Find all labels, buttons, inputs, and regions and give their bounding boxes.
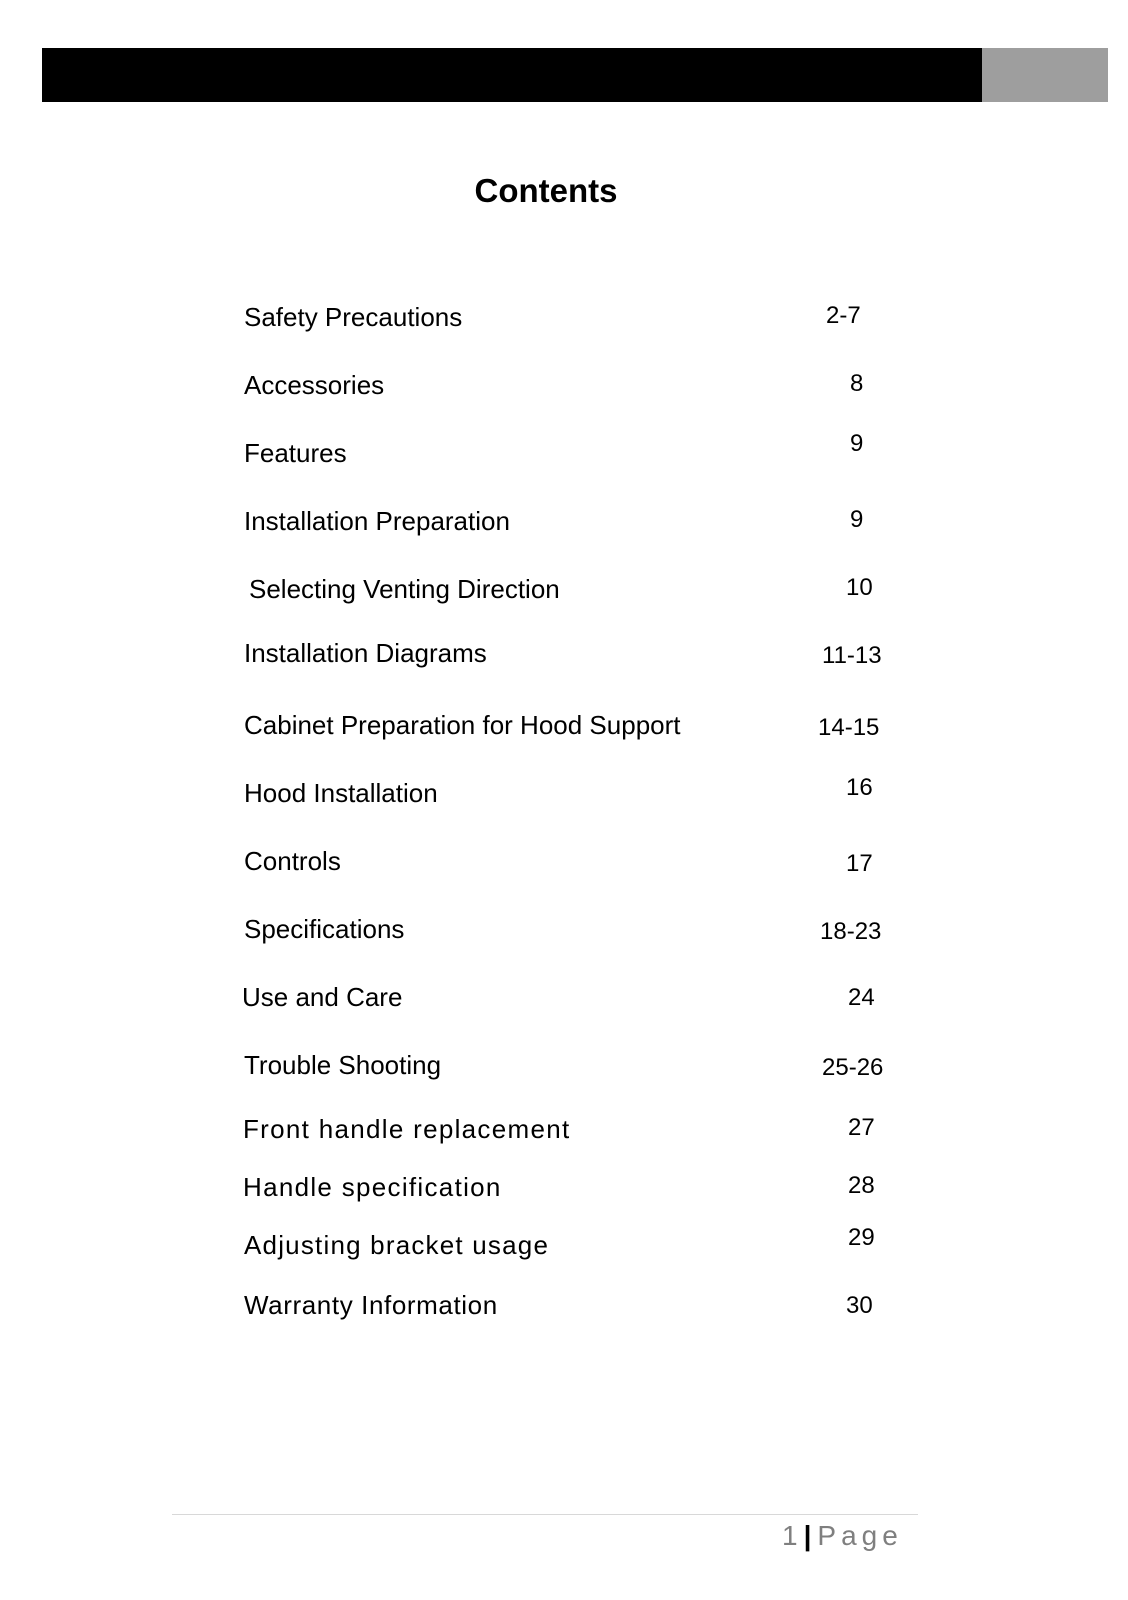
toc-item-label: Installation Diagrams — [244, 638, 487, 668]
toc-item — [0, 710, 1128, 750]
page-title: Contents — [474, 172, 618, 209]
toc-item-label: Adjusting bracket usage — [244, 1230, 550, 1260]
toc-item-label: Warranty Information — [244, 1290, 498, 1320]
toc-item-page: 25-26 — [822, 1054, 884, 1081]
toc-item-label: Features — [244, 438, 347, 468]
toc-item-page: 9 — [850, 430, 864, 457]
toc-item-page: 11-13 — [822, 642, 882, 669]
toc-item-label: Safety Precautions — [244, 302, 463, 332]
toc-item — [0, 1172, 1128, 1212]
toc-item-page: 2-7 — [826, 302, 861, 329]
toc-item-label: Hood Installation — [244, 778, 438, 808]
toc-item — [0, 370, 1128, 410]
toc-item-page: 10 — [846, 574, 873, 601]
toc-item-page: 14-15 — [818, 714, 880, 741]
toc-item-label: Selecting Venting Direction — [249, 574, 560, 604]
header-bar — [42, 48, 1108, 102]
toc-item-label: Trouble Shooting — [244, 1050, 442, 1080]
toc-item-page: 9 — [850, 506, 864, 533]
toc-item-page: 17 — [846, 850, 873, 877]
toc-item — [0, 846, 1128, 886]
toc-item-page: 8 — [850, 370, 864, 397]
toc-item-page: 16 — [846, 774, 873, 801]
toc-item-page: 29 — [848, 1224, 875, 1251]
toc-item — [0, 506, 1128, 546]
toc-item — [0, 1050, 1128, 1090]
toc-item-label: Specifications — [244, 914, 405, 944]
page-number: 1 — [782, 1520, 798, 1551]
toc-item-label: Front handle replacement — [243, 1114, 571, 1144]
header-bar-black — [42, 48, 982, 102]
toc-item-label: Accessories — [244, 370, 385, 400]
toc-item — [0, 574, 1128, 614]
toc-item — [0, 1114, 1128, 1154]
toc-item-label: Controls — [244, 846, 341, 876]
toc-item — [0, 774, 1128, 818]
toc-item-page: 27 — [848, 1114, 875, 1141]
footer-divider — [172, 1514, 918, 1515]
toc-item — [0, 1224, 1128, 1270]
toc-item — [0, 1290, 1128, 1330]
toc-item-page: 30 — [846, 1292, 873, 1319]
toc-item — [0, 914, 1128, 954]
toc-item — [0, 638, 1128, 678]
toc-item-label: Cabinet Preparation for Hood Support — [244, 710, 681, 740]
toc-item-page: 18-23 — [820, 918, 882, 945]
page-footer — [782, 1520, 903, 1552]
header-bar-gray — [982, 48, 1108, 102]
toc-item-page: 28 — [848, 1172, 875, 1199]
footer-separator: | — [803, 1520, 812, 1551]
toc-item — [0, 982, 1128, 1022]
toc-item-label: Handle specification — [243, 1172, 502, 1202]
toc-item-label: Use and Care — [242, 982, 403, 1012]
page-word: Page — [817, 1520, 903, 1551]
toc-item — [0, 302, 1128, 342]
toc-item — [0, 430, 1128, 478]
toc-item-page: 24 — [848, 984, 875, 1011]
toc-item-label: Installation Preparation — [244, 506, 510, 536]
